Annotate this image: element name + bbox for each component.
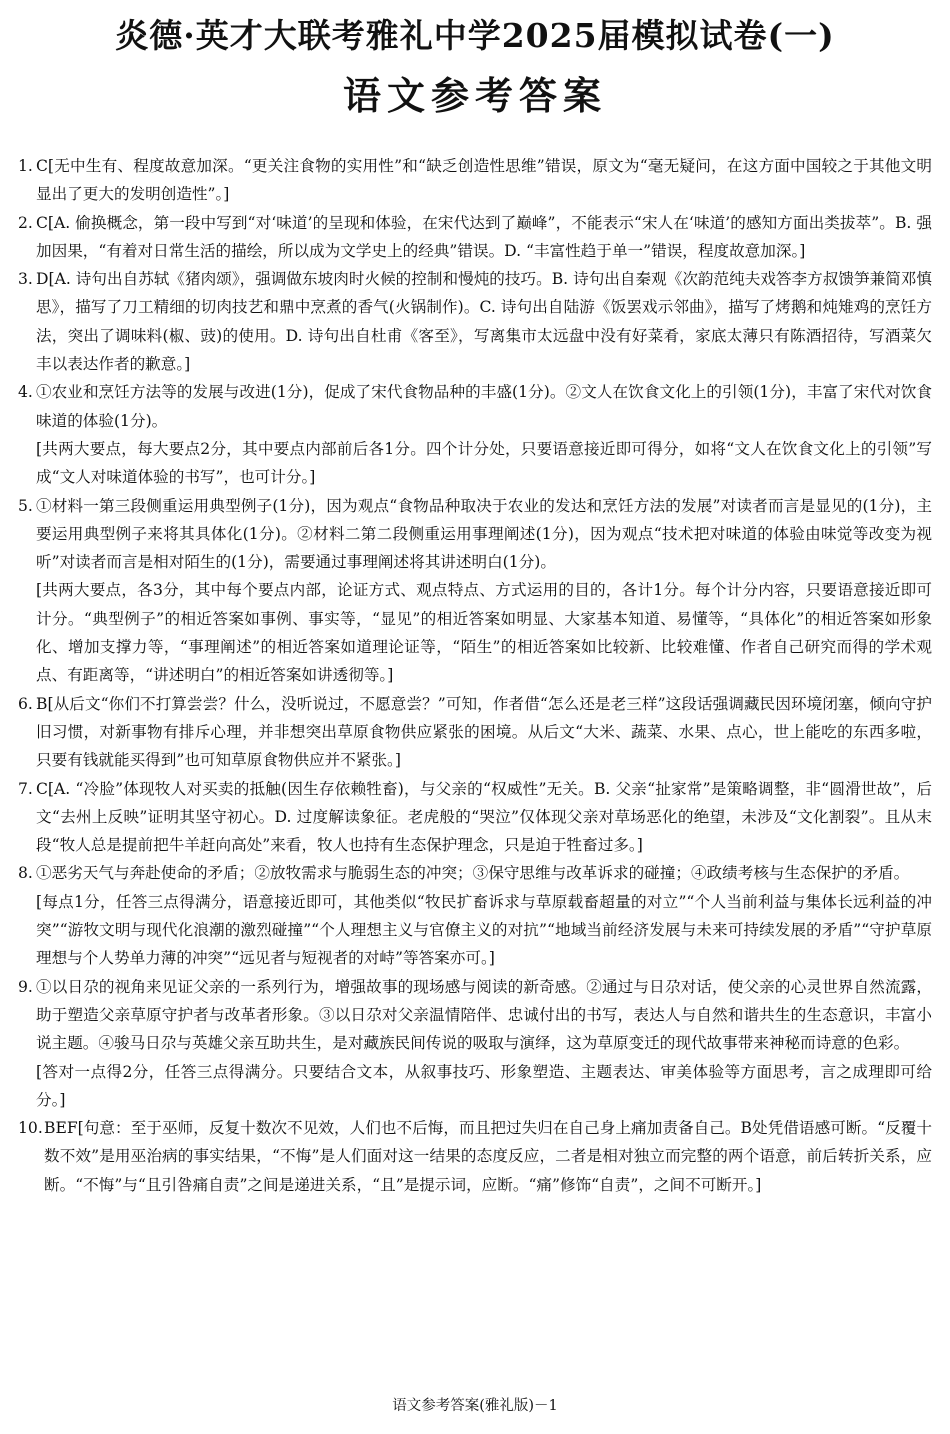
answer-number: 1. xyxy=(18,157,33,175)
scoring-note: [答对一点得2分，任答三点得满分。只要结合文本，从叙事技巧、形象塑造、主题表达、审美体验等方面思考，言之成理即可给分。] xyxy=(36,1062,932,1109)
answer-number: 6. xyxy=(18,694,33,713)
answer-item-2 xyxy=(18,209,932,266)
answer-number: 10. xyxy=(18,1119,43,1138)
answer-number: 9. xyxy=(18,977,33,996)
scoring-note: [共两大要点，各3分，其中每个要点内部，论证方式、观点特点、方式运用的目的，各计1分。每个计分内容，只要语意接近即可计分。“典型例子”的相近答案如事例、事实等，“显见”的相近答案如明显、大家基本知道、易懂等，“具体化”的相近答案如形象化、增加支撑力等，“事理阐述”的相近答案如道理论证等，“陌生”的相近答案如比较新、比较难懂、作者自己研究而得的学术观点、有距离等，“讲述明白”的相近答案如讲透彻等。] xyxy=(36,581,932,685)
answer-number: 4. xyxy=(18,383,33,402)
answer-number: 2. xyxy=(18,213,33,232)
answer-number: 8. xyxy=(18,864,33,883)
answer-text: C[无中生有、程度故意加深。“更关注食物的实用性”和“缺乏创造性思维”错误，原文为“毫无疑问，在这方面中国较之于其他文明显出了更大的发明创造性”。] xyxy=(36,157,932,204)
answer-text: BEF[句意：至于巫师，反复十数次不见效，人们也不后悔，而且把过失归在自己身上痛加责备自己。B处凭借语感可断。“反覆十数不效”是用巫治病的事实结果，“不悔”是人们面对这一结果的态度反应，二者是相对独立而完整的两个语意，前后转折关系，应断。“不悔”与“且引咎痛自责”之间是递进关系，“且”是提示词，应断。“痛”修饰“自责”，之间不可断开。] xyxy=(44,1119,932,1194)
answer-item-7 xyxy=(18,775,932,860)
answer-item-9 xyxy=(18,973,932,1114)
page-footer: 语文参考答案(雅礼版)－1 xyxy=(392,1398,558,1414)
answer-text: B[从后文“你们不打算尝尝？什么，没听说过，不愿意尝？”可知，作者借“怎么还是老三样”这段话强调藏民因环境闭塞，倾向守护旧习惯，对新事物有排斥心理，并非想突出草原食物供应紧张的困境。从后文“大米、蔬菜、水果、点心，世上能吃的东西多啦，只要有钱就能买得到”也可知草原食物供应并不紧张。] xyxy=(36,694,932,770)
answer-item-8 xyxy=(18,859,932,972)
answer-list xyxy=(18,152,932,1199)
answer-item-1 xyxy=(18,152,932,209)
answer-text: C[A. “冷脸”体现牧人对买卖的抵触(因生存依赖牲畜)，与父亲的“权威性”无关。B. 父亲“扯家常”是策略调整，非“圆滑世故”，后文“去州上反映”证明其坚守初心。D. 过度解读象征。老虎般的“哭泣”仅体现父亲对草场恶化的绝望，未涉及“文化割裂”。且从末段“牧人总是提前把牛羊赶向高处”来看，牧人也持有生态保护理念，只是迫于牲畜过多。] xyxy=(36,779,932,855)
answer-number: 3. xyxy=(18,270,33,289)
scoring-note: [共两大要点，每大要点2分，其中要点内部前后各1分。四个计分处，只要语意接近即可得分，如将“文人在饮食文化上的引领”写成“文人对味道体验的书写”，也可计分。] xyxy=(36,439,932,487)
answer-item-10 xyxy=(18,1114,932,1199)
answer-number: 5. xyxy=(18,496,33,515)
exam-title: 炎德·英才大联考雅礼中学2025届模拟试卷(一) xyxy=(115,16,835,55)
answer-text: ①以日尕的视角来见证父亲的一系列行为，增强故事的现场感与阅读的新奇感。②通过与日尕对话，使父亲的心灵世界自然流露，助于塑造父亲草原守护者与改革者形象。③以日尕对父亲温情陪伴、忠诚付出的书写，表达人与自然和谐共生的生态意识，丰富小说主题。④骏马日尕与英雄父亲互助共生，是对藏族民间传说的吸取与演绎，这为草原变迁的现代故事带来神秘而诗意的色彩。 xyxy=(36,977,932,1053)
answer-text: D[A. 诗句出自苏轼《猪肉颂》，强调做东坡肉时火候的控制和慢炖的技巧。B. 诗句出自秦观《次韵范纯夫戏答李方叔馈笋兼简邓慎思》，描写了刀工精细的切肉技艺和鼎中烹煮的香气(火锅制作)。C. 诗句出自陆游《饭罢戏示邻曲》，描写了烤鹅和炖雉鸡的烹饪方法，突出了调味料(椒、豉)的使用。D. 诗句出自杜甫《客至》，写离集市太远盘中没有好菜肴，家底太薄只有陈酒招待，写酒菜欠丰以表达作者的歉意。] xyxy=(36,270,932,374)
answer-text: ①恶劣天气与奔赴使命的矛盾；②放牧需求与脆弱生态的冲突；③保守思维与改革诉求的碰撞；④政绩考核与生态保护的矛盾。 xyxy=(36,864,910,883)
answer-number: 7. xyxy=(18,779,33,798)
answer-item-4 xyxy=(18,378,932,491)
exam-subtitle: 语文参考答案 xyxy=(342,73,607,118)
answer-item-6 xyxy=(18,690,932,775)
answer-text: ①农业和烹饪方法等的发展与改进(1分)，促成了宋代食物品种的丰盛(1分)。②文人在饮食文化上的引领(1分)，丰富了宋代对饮食味道的体验(1分)。 xyxy=(36,383,932,430)
answer-text: C[A. 偷换概念，第一段中写到“对‘味道’的呈现和体验，在宋代达到了巅峰”，不能表示“宋人在‘味道’的感知方面出类拔萃”。B. 强加因果，“有着对日常生活的描绘，所以成为文学史上的经典”错误。D. “丰富性趋于单一”错误，程度故意加深。] xyxy=(36,213,932,260)
answer-item-3 xyxy=(18,265,932,378)
answer-item-5 xyxy=(18,492,932,690)
answer-text: ①材料一第三段侧重运用典型例子(1分)，因为观点“食物品种取决于农业的发达和烹饪方法的发展”对读者而言是显见的(1分)，主要运用典型例子来将其具体化(1分)。②材料二第二段侧重运用事理阐述(1分)，因为观点“技术把对味道的体验由味觉等改变为视听”对读者而言是相对陌生的(1分)，需要通过事理阐述将其讲述明白(1分)。 xyxy=(36,496,932,572)
scoring-note: [每点1分，任答三点得满分，语意接近即可，其他类似“牧民扩畜诉求与草原载畜超量的对立”“个人当前利益与集体长远利益的冲突”“游牧文明与现代化浪潮的激烈碰撞”“个人理想主义与官僚主义的对抗”“地域当前经济发展与未来可持续发展的矛盾”“守护草原理想与个人势单力薄的冲突”“远见者与短视者的对峙”等答案亦可。] xyxy=(36,892,932,968)
